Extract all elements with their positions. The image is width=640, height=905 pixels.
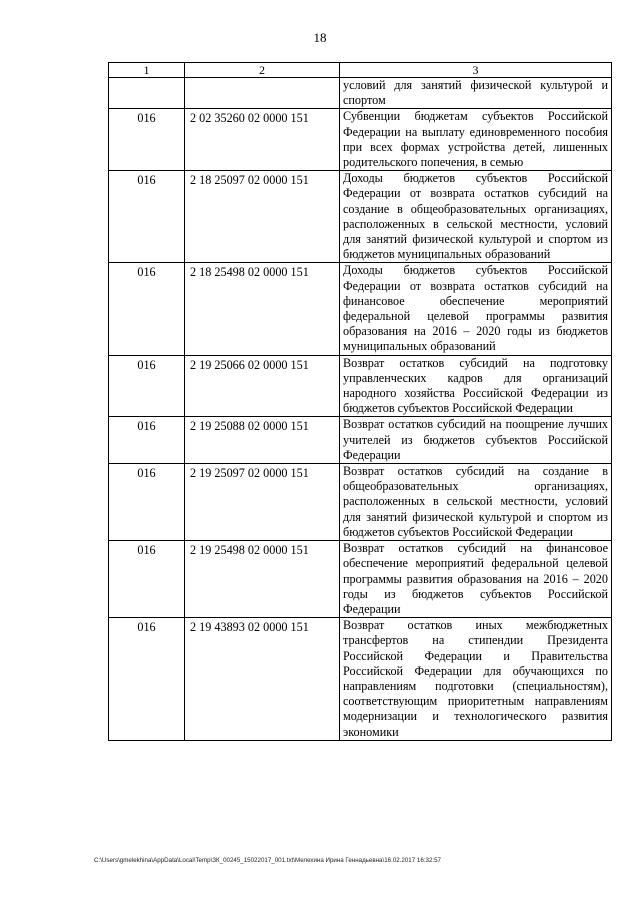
description-cell: Возврат остатков субсидий на финансовое обеспечение мероприятий федеральной целевой программы развития образования на 2016 – 2020 годы из бюджетов субъектов Российской Федерации: [340, 541, 612, 618]
admin-code-cell: [109, 78, 185, 109]
table-row: [109, 171, 612, 263]
table-row: [109, 78, 612, 109]
description-cell: условий для занятий физической культурой и спортом: [340, 78, 612, 109]
page-number: 18: [313, 30, 327, 45]
kbk-code-cell: [185, 78, 340, 109]
table-row: [109, 618, 612, 741]
kbk-code-cell: 2 19 25097 02 0000 151: [185, 464, 340, 541]
kbk-code-cell: 2 19 43893 02 0000 151: [185, 618, 340, 741]
file-path-footer: C:\Users\gmelekhina\AppData\Local\Temp\ЗК_00245_15022017_001.txt\Мелехина Ирина Геннадьевна\16.02.2017 16:32:57: [94, 857, 441, 864]
admin-code-cell: 016: [109, 541, 185, 618]
table-row: [109, 355, 612, 417]
admin-code-cell: 016: [109, 263, 185, 355]
description-cell: Возврат остатков субсидий на поощрение лучших учителей из бюджетов субъектов Российской Федерации: [340, 417, 612, 464]
table-row: [109, 541, 612, 618]
table-row: [109, 109, 612, 171]
admin-code-cell: 016: [109, 618, 185, 741]
kbk-code-cell: 2 19 25498 02 0000 151: [185, 541, 340, 618]
admin-code-cell: 016: [109, 417, 185, 464]
budget-codes-table: [108, 62, 612, 741]
admin-code-cell: 016: [109, 109, 185, 171]
description-cell: Возврат остатков субсидий на подготовку управленческих кадров для организаций народного хозяйства Российской Федерации из бюджетов субъектов Российской Федерации: [340, 355, 612, 417]
description-cell: Возврат остатков иных межбюджетных трансфертов на стипендии Президента Российской Федерации и Правительства Российской Федерации для обучающихся по направлениям подготовки (специальностям), соответствующим приоритетным направлениям модернизации и технологического развития экономики: [340, 618, 612, 741]
description-cell: Субвенции бюджетам субъектов Российской Федерации на выплату единовременного пособия при всех формах устройства детей, лишенных родительского попечения, в семью: [340, 109, 612, 171]
admin-code-cell: 016: [109, 464, 185, 541]
kbk-code-cell: 2 19 25066 02 0000 151: [185, 355, 340, 417]
description-cell: Доходы бюджетов субъектов Российской Федерации от возврата остатков субсидий на создание в общеобразовательных организациях, расположенных в сельской местности, условий для занятий физической культурой и спортом из бюджетов муниципальных образований: [340, 171, 612, 263]
kbk-code-cell: 2 02 35260 02 0000 151: [185, 109, 340, 171]
column-header-2: 2: [185, 63, 340, 78]
admin-code-cell: 016: [109, 355, 185, 417]
column-header-3: 3: [340, 63, 612, 78]
table-row: [109, 464, 612, 541]
column-header-1: 1: [109, 63, 185, 78]
kbk-code-cell: 2 18 25097 02 0000 151: [185, 171, 340, 263]
table-row: [109, 263, 612, 355]
kbk-code-cell: 2 19 25088 02 0000 151: [185, 417, 340, 464]
admin-code-cell: 016: [109, 171, 185, 263]
description-cell: Возврат остатков субсидий на создание в общеобразовательных организациях, расположенных в сельской местности, условий для занятий физической культурой и спортом из бюджетов субъектов Российской Федерации: [340, 464, 612, 541]
table-row: [109, 417, 612, 464]
table-header-row: [109, 63, 612, 78]
description-cell: Доходы бюджетов субъектов Российской Федерации от возврата остатков субсидий на финансовое обеспечение мероприятий федеральной целевой программы развития образования на 2016 – 2020 годы из бюджетов муниципальных образований: [340, 263, 612, 355]
kbk-code-cell: 2 18 25498 02 0000 151: [185, 263, 340, 355]
